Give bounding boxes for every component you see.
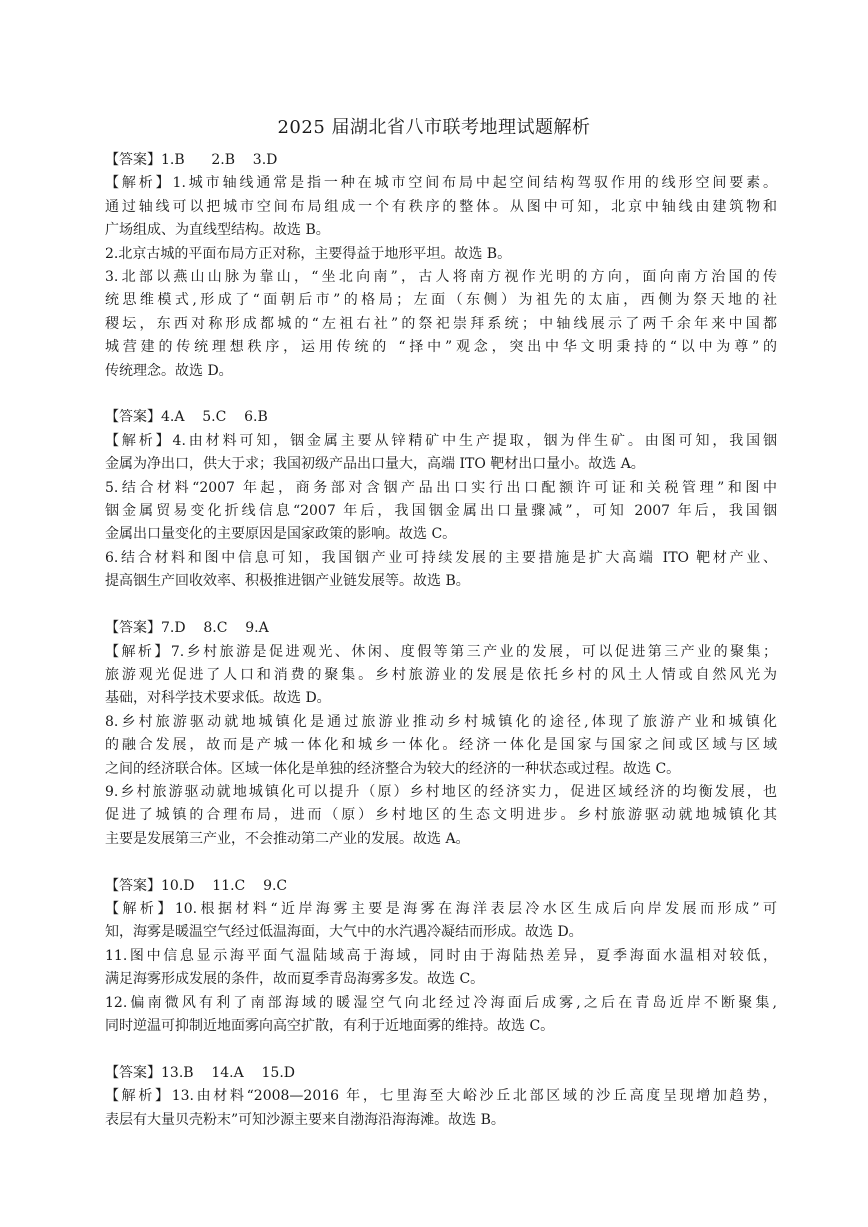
page-title: 2025 届湖北省八市联考地理试题解析 bbox=[277, 117, 591, 138]
analysis-text-line: 稷坛，东西对称形成都城的“左祖右社”的祭祀崇拜系统；中轴线展示了两千余年来中国都 bbox=[105, 315, 777, 332]
analysis-text-line: 9.乡村旅游驱动就地城镇化可以提升（原）乡村地区的经济实力，促进区域经济的均衡发展，也 bbox=[105, 783, 777, 800]
analysis-text-line: 满足海雾形成发展的条件，故而夏季青岛海雾多发。故选 C。 bbox=[105, 971, 485, 988]
analysis-heading-line: 【解析】7.乡村旅游是促进观光、休闲、度假等第三产业的发展，可以促进第三产业的聚集； bbox=[105, 643, 777, 660]
analysis-text-line: 金属出口量变化的主要原因是国家政策的影响。故选 C。 bbox=[105, 526, 457, 543]
analysis-text-line: 表层有大量贝壳粉末”可知沙源主要来自渤海沿海海滩。故选 B。 bbox=[105, 1111, 505, 1128]
section-spacer bbox=[105, 383, 777, 406]
answer-section bbox=[105, 1062, 777, 1132]
answer-section bbox=[105, 617, 777, 851]
analysis-text-line: 5.结合材料“2007 年起，商务部对含铟产品出口实行出口配额许可证和关税管理”和图中 bbox=[105, 479, 777, 496]
answer-key: 【答案】1.B 2.B 3.D bbox=[105, 152, 278, 168]
analysis-text-line: 8.乡村旅游驱动就地城镇化是通过旅游业推动乡村城镇化的途径,体现了旅游产业和城镇化 bbox=[105, 713, 777, 730]
analysis-text-line: 12.偏南微风有利了南部海域的暖湿空气向北经过冷海面后成雾,之后在青岛近岸不断聚集, bbox=[105, 994, 777, 1011]
analysis-text-line: 铟金属贸易变化折线信息“2007 年后，我国铟金属出口量骤减”，可知 2007 年后，我国铟 bbox=[105, 503, 777, 520]
analysis-text-line: 主要是发展第三产业，不会推动第二产业的发展。故选 A。 bbox=[105, 830, 470, 847]
analysis-text-line: 的融合发展，故而是产城一体化和城乡一体化。经济一体化是国家与国家之间或区域与区域 bbox=[105, 737, 777, 754]
analysis-text-line: 城营建的传统理想秩序，运用传统的 “择中”观念，突出中华文明秉持的“以中为尊”的 bbox=[105, 339, 777, 356]
answer-section bbox=[105, 406, 777, 593]
analysis-text-line: 3.北部以燕山山脉为靠山，“坐北向南”，古人将南方视作光明的方向，面向南方治国的传 bbox=[105, 269, 777, 286]
section-spacer bbox=[105, 851, 777, 874]
analysis-text-line: 广场组成、为直线型结构。故选 B。 bbox=[105, 222, 330, 239]
analysis-text-line: 之间的经济联合体。区域一体化是单独的经济整合为较大的经济的一种状态或过程。故选 C。 bbox=[105, 760, 681, 777]
analysis-text-line: 11.图中信息显示海平面气温陆域高于海域，同时由于海陆热差异，夏季海面水温相对较低， bbox=[105, 947, 777, 964]
analysis-heading-line: 【解析】1.城市轴线通常是指一种在城市空间布局中起空间结构驾驭作用的线形空间要素。 bbox=[105, 175, 777, 192]
answer-section bbox=[105, 875, 777, 1039]
answer-key: 【答案】7.D 8.C 9.A bbox=[105, 620, 269, 637]
analysis-text-line: 通过轴线可以把城市空间布局组成一个有秩序的整体。从图中可知，北京中轴线由建筑物和 bbox=[105, 198, 777, 215]
section-spacer bbox=[105, 594, 777, 617]
answer-section bbox=[105, 149, 777, 383]
analysis-text-line: 同时逆温可抑制近地面雾向高空扩散，有利于近地面雾的维持。故选 C。 bbox=[105, 1017, 555, 1034]
analysis-heading-line: 【解析】10.根据材料“近岸海雾主要是海雾在海洋表层冷水区生成后向岸发展而形成”可 bbox=[105, 900, 777, 917]
section-spacer bbox=[105, 1038, 777, 1061]
analysis-text-line: 基础，对科学技术要求低。故选 D。 bbox=[105, 690, 331, 707]
analysis-text-line: 提高铟生产回收效率、积极推进铟产业链发展等。故选 B。 bbox=[105, 573, 470, 590]
answer-key: 【答案】13.B 14.A 15.D bbox=[105, 1064, 296, 1081]
answer-key: 【答案】4.A 5.C 6.B bbox=[105, 409, 268, 426]
analysis-text-line: 2.北京古城的平面布局方正对称，主要得益于地形平坦。故选 B。 bbox=[105, 245, 512, 262]
analysis-text-line: 金属为净出口，供大于求；我国初级产品出口量大，高端 ITO 靶材出口量小。故选 A。 bbox=[105, 456, 645, 473]
analysis-text-line: 传统理念。故选 D。 bbox=[105, 362, 233, 379]
analysis-text-line: 知，海雾是暖温空气经过低温海面，大气中的水汽遇冷凝结而形成。故选 D。 bbox=[105, 924, 583, 941]
analysis-text-line: 统思维模式,形成了“面朝后市”的格局；左面（东侧）为祖先的太庙，西侧为祭天地的社 bbox=[105, 292, 777, 309]
answer-key: 【答案】10.D 11.C 9.C bbox=[105, 877, 288, 894]
analysis-text-line: 旅游观光促进了人口和消费的聚集。乡村旅游业的发展是依托乡村的风土人情或自然风光为 bbox=[105, 666, 777, 683]
analysis-text-line: 促进了城镇的合理布局，进而（原）乡村地区的生态文明进步。乡村旅游驱动就地城镇化其 bbox=[105, 807, 777, 824]
document-body bbox=[105, 149, 777, 1132]
analysis-heading-line: 【解析】13.由材料“2008—2016 年，七里海至大峪沙丘北部区域的沙丘高度呈现增加趋势， bbox=[105, 1088, 777, 1105]
analysis-heading-line: 【解析】4.由材料可知，铟金属主要从锌精矿中生产提取，铟为伴生矿。由图可知，我国铟 bbox=[105, 432, 777, 449]
analysis-text-line: 6.结合材料和图中信息可知，我国铟产业可持续发展的主要措施是扩大高端 ITO 靶材产业、 bbox=[105, 549, 777, 566]
